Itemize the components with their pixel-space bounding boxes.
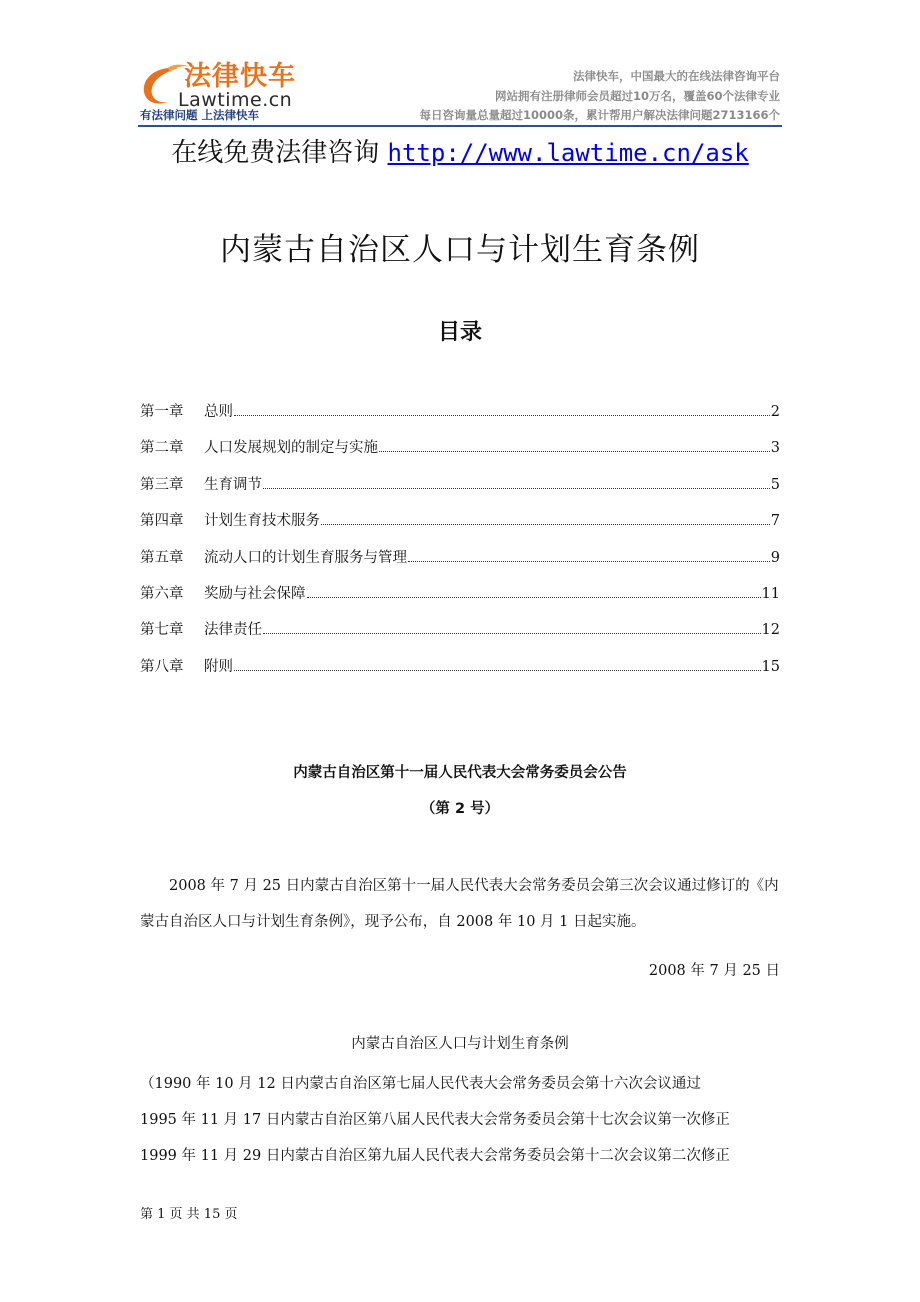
toc-page-number: 5 — [770, 476, 780, 493]
page-footer: 第 1 页 共 15 页 — [140, 1207, 238, 1222]
header-tagline-1: 法律快车，中国最大的在线法律咨询平台 — [573, 69, 780, 83]
toc-leader — [379, 451, 770, 452]
history-line-2: 1995 年 11 月 17 日内蒙古自治区第八届人民代表大会常务委员会第十七次会议第一次修正 — [140, 1112, 730, 1128]
document-title: 内蒙古自治区人口与计划生育条例 — [220, 232, 700, 268]
toc-page-number: 11 — [761, 585, 780, 602]
toc-chapter: 第四章 — [140, 513, 184, 530]
toc-chapter-name: 附则 — [204, 658, 233, 675]
toc-entry-6[interactable] — [140, 580, 780, 616]
toc-chapter-name: 流动人口的计划生育服务与管理 — [204, 549, 407, 566]
toc-entry-4[interactable] — [140, 507, 780, 543]
toc-page-number: 3 — [770, 440, 780, 457]
regulation-history — [140, 1066, 790, 1174]
toc-chapter-name: 生育调节 — [204, 476, 262, 493]
header-divider — [138, 125, 782, 127]
toc-leader — [321, 524, 770, 525]
toc-leader — [263, 488, 770, 489]
toc-entry-8[interactable] — [140, 653, 780, 689]
table-of-contents — [140, 398, 780, 689]
toc-entry-5[interactable] — [140, 544, 780, 580]
lawtime-logo[interactable] — [138, 62, 318, 124]
consult-label: 在线免费法律咨询 — [171, 138, 388, 168]
notice-date: 2008 年 7 月 25 日 — [648, 963, 780, 979]
regulation-title: 内蒙古自治区人口与计划生育条例 — [351, 1036, 569, 1052]
toc-entry-3[interactable] — [140, 471, 780, 507]
toc-leader — [234, 670, 761, 671]
toc-entry-1[interactable] — [140, 398, 780, 434]
notice-title: 内蒙古自治区第十一届人民代表大会常务委员会公告 — [293, 765, 627, 781]
toc-chapter: 第八章 — [140, 658, 184, 675]
toc-page-number: 12 — [761, 622, 780, 639]
toc-chapter-name: 法律责任 — [204, 622, 262, 639]
toc-chapter: 第六章 — [140, 585, 184, 602]
consult-link[interactable]: http://www.lawtime.cn/ask — [387, 139, 749, 167]
toc-chapter-name: 计划生育技术服务 — [204, 513, 320, 530]
notice-body: 2008 年 7 月 25 日内蒙古自治区第十一届人民代表大会常务委员会第三次会议通过修订的《内蒙古自治区人口与计划生育条例》，现予公布，自 2008 年 10 月 1 日起实施。 — [140, 878, 779, 930]
logo-slogan: 有法律问题 上法律快车 — [140, 108, 260, 122]
header-tagline-3: 每日咨询量总量超过10000条，累计帮用户解决法律问题2713166个 — [419, 108, 780, 122]
toc-heading: 目录 — [437, 320, 482, 345]
toc-page-number: 15 — [761, 658, 780, 675]
toc-chapter: 第二章 — [140, 440, 184, 457]
toc-chapter: 第一章 — [140, 404, 184, 420]
toc-leader — [307, 597, 761, 598]
toc-page-number: 9 — [770, 549, 780, 566]
logo-chinese-text: 法律快车 — [184, 61, 296, 92]
toc-leader — [263, 633, 761, 634]
header-tagline-2: 网站拥有注册律师会员超过10万名，覆盖60个法律专业 — [494, 89, 780, 103]
toc-chapter: 第三章 — [140, 476, 184, 493]
toc-entry-7[interactable] — [140, 616, 780, 652]
history-line-3: 1999 年 11 月 29 日内蒙古自治区第九届人民代表大会常务委员会第十二次会议第二次修正 — [140, 1148, 730, 1164]
toc-chapter: 第七章 — [140, 622, 184, 639]
notice-number: （第 2 号） — [420, 801, 500, 817]
history-line-1: （1990 年 10 月 12 日内蒙古自治区第七届人民代表大会常务委员会第十六次会议通过 — [140, 1076, 701, 1092]
toc-chapter-name: 总则 — [204, 404, 233, 420]
logo-english-text: Lawtime.cn — [178, 89, 293, 111]
toc-chapter-name: 人口发展规划的制定与实施 — [204, 440, 378, 457]
toc-page-number: 2 — [770, 404, 780, 420]
toc-chapter: 第五章 — [140, 549, 184, 566]
consult-line — [0, 136, 920, 170]
toc-page-number: 7 — [770, 513, 780, 530]
toc-chapter-name: 奖励与社会保障 — [204, 585, 306, 602]
toc-leader — [408, 561, 770, 562]
toc-leader — [234, 415, 770, 416]
toc-entry-2[interactable] — [140, 434, 780, 470]
page-header — [0, 0, 920, 132]
